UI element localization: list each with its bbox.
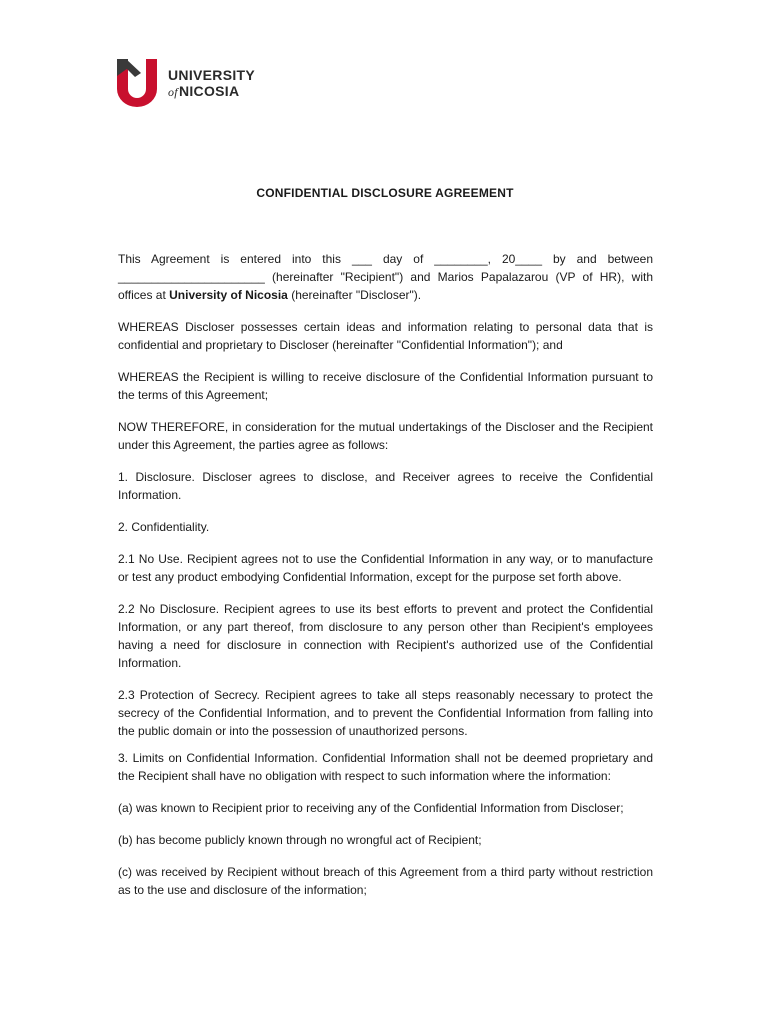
logo-nicosia-text: NICOSIA bbox=[178, 83, 240, 99]
logo-nicosia-line bbox=[168, 84, 255, 98]
clause-2-3-protection-of-secrecy: 2.3 Protection of Secrecy. Recipient agrees to take all steps reasonably necessary to protect the secrecy of the Confidential Information, and to prevent the Confidential Information from falling into the public domain or into the possession of unauthorized persons. bbox=[118, 688, 653, 738]
clause-2-confidentiality: 2. Confidentiality. bbox=[118, 520, 210, 534]
intro-text-part2: (hereinafter "Discloser"). bbox=[287, 288, 422, 302]
now-therefore-paragraph: NOW THEREFORE, in consideration for the mutual undertakings of the Discloser and the Recipient under this Agreement, the parties agree as follows: bbox=[118, 420, 653, 452]
whereas-paragraph-2: WHEREAS the Recipient is willing to receive disclosure of the Confidential Information pursuant to the terms of this Agreement; bbox=[118, 370, 653, 402]
logo-of-text: of bbox=[168, 85, 178, 99]
clause-1-disclosure: 1. Disclosure. Discloser agrees to disclose, and Receiver agrees to receive the Confidential Information. bbox=[118, 470, 653, 502]
clause-3-item-c: (c) was received by Recipient without breach of this Agreement from a third party without restriction as to the use and disclosure of the information; bbox=[118, 865, 653, 897]
document-title: CONFIDENTIAL DISCLOSURE AGREEMENT bbox=[256, 186, 514, 200]
clause-3-limits: 3. Limits on Confidential Information. Confidential Information shall not be deemed proprietary and the Recipient shall have no obligation with respect to such information where the information: bbox=[118, 751, 653, 783]
whereas-paragraph-1: WHEREAS Discloser possesses certain ideas and information relating to personal data that is confidential and proprietary to Discloser (hereinafter "Confidential Information"); and bbox=[118, 320, 653, 352]
clause-2-1-no-use: 2.1 No Use. Recipient agrees not to use the Confidential Information in any way, or to manufacture or test any product embodying Confidential Information, except for the purpose set forth above. bbox=[118, 552, 653, 584]
intro-paragraph bbox=[118, 250, 653, 304]
intro-text-part1: This Agreement is entered into this ___ day of ________, 20____ by and between ______________________ (hereinafter "Recipient") and Marios Papalazarou (VP of HR), with offices at bbox=[118, 252, 653, 302]
clause-3-item-b: (b) has become publicly known through no wrongful act of Recipient; bbox=[118, 833, 482, 847]
intro-organization: University of Nicosia bbox=[169, 288, 288, 302]
university-shield-icon bbox=[117, 59, 157, 107]
logo-university-text: UNIVERSITY bbox=[168, 67, 256, 83]
clause-3-item-a: (a) was known to Recipient prior to receiving any of the Confidential Information from Discloser; bbox=[118, 801, 624, 815]
document-body bbox=[118, 250, 653, 913]
university-logo bbox=[117, 59, 255, 107]
logo-wordmark bbox=[168, 68, 255, 98]
clause-2-2-no-disclosure: 2.2 No Disclosure. Recipient agrees to use its best efforts to prevent and protect the Confidential Information, or any part thereof, from disclosure to any person other than Recipient's employees having a need for disclosure in connection with Recipient's authorized use of the Confidential Information. bbox=[118, 602, 653, 670]
